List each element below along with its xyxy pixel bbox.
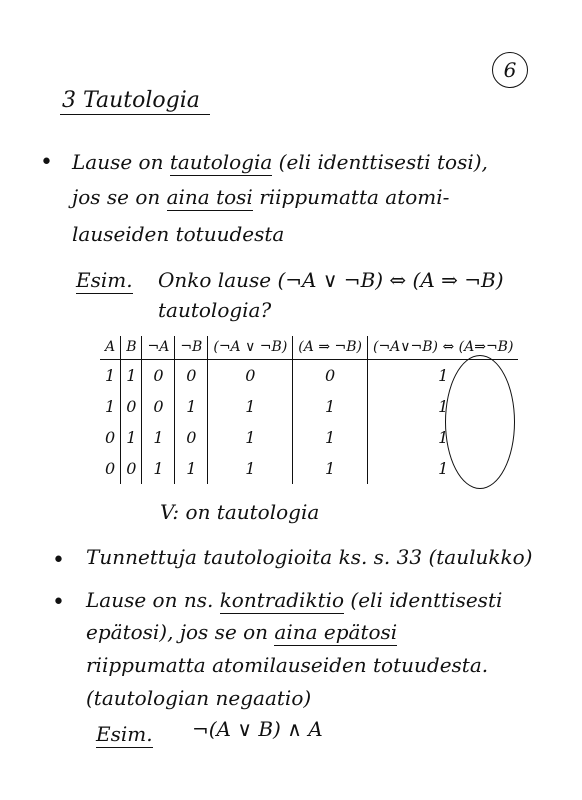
- para3-line4: (tautologian negaatio): [86, 686, 312, 710]
- table-cell: 1: [121, 422, 142, 453]
- para3-line1: [86, 588, 502, 612]
- table-cell: 1: [367, 453, 518, 484]
- bullet-3: •: [52, 590, 65, 615]
- para1-l2-start: jos se on: [72, 185, 161, 209]
- para3-l2-start: epätosi), jos se on: [86, 620, 269, 644]
- table-cell: 1: [293, 391, 368, 422]
- table-cell: 1: [142, 453, 175, 484]
- para3-l1-start: Lause on ns.: [86, 588, 214, 612]
- example1-question: Onko lause (¬A ∨ ¬B) ⇔ (A ⇒ ¬B): [158, 268, 504, 292]
- example1-question-end: tautologia?: [158, 298, 272, 322]
- term-tautologia: tautologia: [169, 150, 273, 174]
- conclusion: V: on tautologia: [160, 500, 320, 524]
- col-header: B: [121, 336, 142, 360]
- table-cell: 1: [175, 453, 208, 484]
- result-column-circle: [445, 355, 515, 489]
- table-cell: 0: [121, 391, 142, 422]
- col-header: ¬B: [175, 336, 208, 360]
- table-cell: 0: [142, 360, 175, 392]
- table-cell: 1: [175, 391, 208, 422]
- example2-label: Esim.: [96, 722, 153, 746]
- term-aina-tosi: aina tosi: [166, 185, 253, 209]
- table-cell: 0: [142, 391, 175, 422]
- table-cell: 1: [293, 453, 368, 484]
- term-aina-epatosi: aina epätosi: [274, 620, 398, 644]
- para1-line3: lauseiden totuudesta: [72, 222, 285, 246]
- para1-l2-end: riippumatta atomi-: [259, 185, 450, 209]
- table-cell: 1: [293, 422, 368, 453]
- col-header: ¬A: [142, 336, 175, 360]
- table-cell: 1: [367, 360, 518, 392]
- bullet-1: •: [40, 150, 53, 175]
- col-header: (A ⇒ ¬B): [293, 336, 368, 360]
- term-kontradiktio: kontradiktio: [219, 588, 345, 612]
- title-underline: [60, 114, 210, 115]
- example1-label: Esim.: [76, 268, 133, 292]
- para1-l1-start: Lause on: [72, 150, 164, 174]
- table-cell: 1: [142, 422, 175, 453]
- col-header: A: [100, 336, 121, 360]
- table-cell: 0: [293, 360, 368, 392]
- table-header-row: [100, 336, 518, 360]
- known-tautologies: Tunnettuja tautologioita ks. s. 33 (taulukko): [86, 545, 533, 569]
- col-header: (¬A ∨ ¬B): [208, 336, 293, 360]
- para3-l1-end: (eli identtisesti: [350, 588, 503, 612]
- table-cell: 1: [121, 360, 142, 392]
- para3-line3: riippumatta atomilauseiden totuudesta.: [86, 653, 489, 677]
- table-cell: 1: [105, 366, 116, 385]
- col-header: (¬A∨¬B) ⇔ (A⇒¬B): [367, 336, 518, 360]
- bullet-2: •: [52, 548, 65, 573]
- page-number: 6: [492, 52, 528, 88]
- table-cell: 1: [208, 422, 293, 453]
- table-cell: 0: [175, 360, 208, 392]
- table-cell: 0: [208, 360, 293, 392]
- table-cell: 1: [105, 397, 116, 416]
- table-cell: 0: [105, 428, 116, 447]
- table-cell: 0: [105, 459, 116, 478]
- table-cell: 1: [208, 453, 293, 484]
- para1-l1-end: (eli identtisesti tosi),: [278, 150, 488, 174]
- table-cell: 1: [208, 391, 293, 422]
- example2-expression: ¬(A ∨ B) ∧ A: [192, 717, 323, 741]
- section-title: 3 Tautologia: [62, 88, 200, 113]
- para1-line1: [72, 150, 488, 174]
- table-cell: 0: [121, 453, 142, 484]
- table-cell: 1: [367, 422, 518, 453]
- para1-line2: [72, 185, 449, 209]
- para3-line2: [86, 620, 397, 644]
- table-cell: 0: [175, 422, 208, 453]
- table-cell: 1: [367, 391, 518, 422]
